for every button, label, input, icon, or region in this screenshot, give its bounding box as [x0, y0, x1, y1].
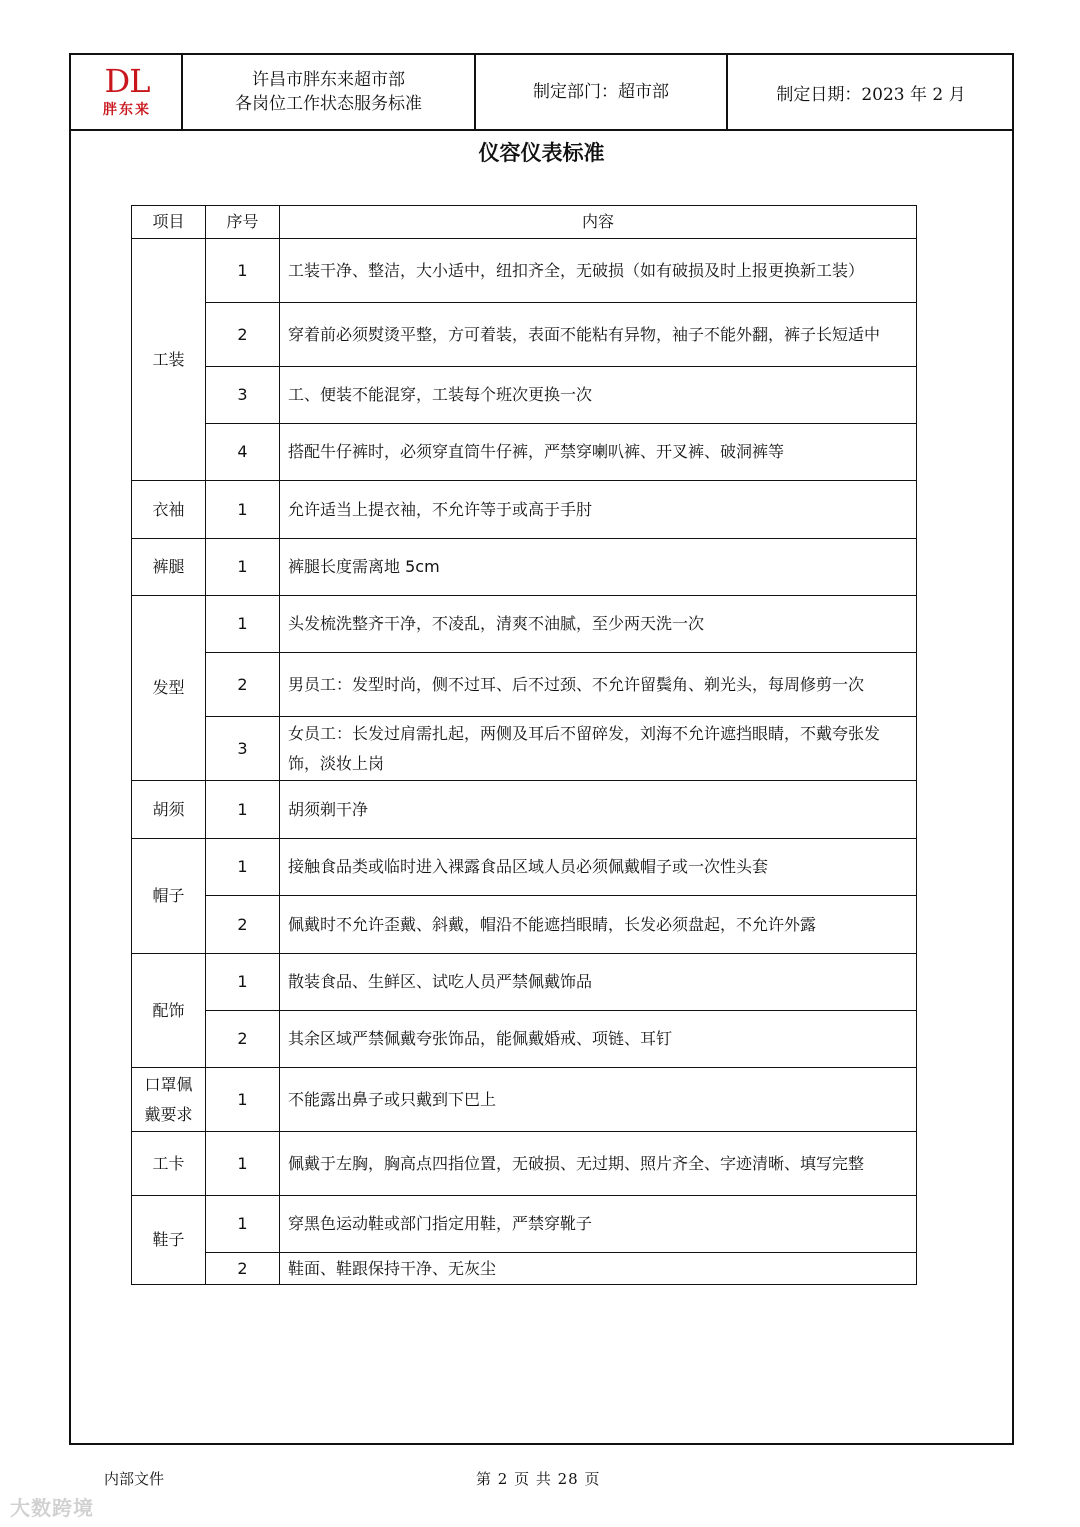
- doc-title: 各岗位工作状态服务标准: [235, 94, 422, 114]
- table-row: [132, 896, 917, 954]
- content-cell: 工装干净、整洁，大小适中，纽扣齐全，无破损（如有破损及时上报更换新工装）: [280, 239, 917, 303]
- col-header-item: 项目: [132, 206, 206, 239]
- content-cell: 裤腿长度需离地 5cm: [280, 539, 917, 596]
- header-dept: [474, 55, 726, 129]
- index-cell: 2: [206, 896, 280, 954]
- content-cell: 散装食品、生鲜区、试吃人员严禁佩戴饰品: [280, 954, 917, 1011]
- header-title: [181, 55, 474, 129]
- content-cell: 头发梳洗整齐干净，不凌乱，清爽不油腻，至少两天洗一次: [280, 596, 917, 653]
- index-cell: 3: [206, 717, 280, 781]
- table-row: [132, 239, 917, 303]
- table-row: [132, 1132, 917, 1196]
- table-row: [132, 424, 917, 481]
- table-row: [132, 481, 917, 539]
- logo-text: 胖东来: [103, 102, 151, 118]
- category-cell: 配饰: [132, 954, 206, 1068]
- index-cell: 2: [206, 1011, 280, 1068]
- category-cell: 鞋子: [132, 1196, 206, 1285]
- content-cell: 工、便装不能混穿，工装每个班次更换一次: [280, 367, 917, 424]
- col-header-index: 序号: [206, 206, 280, 239]
- table-row: [132, 367, 917, 424]
- table-row: [132, 653, 917, 717]
- category-cell: 裤腿: [132, 539, 206, 596]
- logo-mark: DL: [104, 62, 150, 100]
- index-cell: 1: [206, 1196, 280, 1253]
- table-row: [132, 1196, 917, 1253]
- standards-table: [131, 205, 917, 1285]
- table-row: [132, 1253, 917, 1285]
- table-row: [132, 954, 917, 1011]
- index-cell: 1: [206, 1068, 280, 1132]
- content-cell: 穿着前必须熨烫平整，方可着装，表面不能粘有异物，袖子不能外翻，裤子长短适中: [280, 303, 917, 367]
- table-row: [132, 717, 917, 781]
- index-cell: 1: [206, 239, 280, 303]
- category-cell: 工装: [132, 239, 206, 481]
- page-number: 第 2 页 共 28 页: [476, 1470, 601, 1488]
- category-cell: 口罩佩戴要求: [132, 1068, 206, 1132]
- table-row: [132, 839, 917, 896]
- index-cell: 1: [206, 839, 280, 896]
- category-cell: 发型: [132, 596, 206, 781]
- content-cell: 佩戴时不允许歪戴、斜戴，帽沿不能遮挡眼睛，长发必须盘起，不允许外露: [280, 896, 917, 954]
- header-date: [726, 55, 1014, 129]
- index-cell: 1: [206, 596, 280, 653]
- content-cell: 女员工：长发过肩需扎起，两侧及耳后不留碎发，刘海不允许遮挡眼睛，不戴夸张发饰，淡妆上岗: [280, 717, 917, 781]
- index-cell: 1: [206, 954, 280, 1011]
- index-cell: 2: [206, 653, 280, 717]
- content-cell: 不能露出鼻子或只戴到下巴上: [280, 1068, 917, 1132]
- content-cell: 穿黑色运动鞋或部门指定用鞋，严禁穿靴子: [280, 1196, 917, 1253]
- table-row: [132, 539, 917, 596]
- document-frame: [69, 53, 1014, 1445]
- table-row: [132, 1011, 917, 1068]
- content-cell: 佩戴于左胸，胸高点四指位置，无破损、无过期、照片齐全、字迹清晰、填写完整: [280, 1132, 917, 1196]
- index-cell: 2: [206, 1253, 280, 1285]
- company-logo: [71, 55, 183, 129]
- content-cell: 允许适当上提衣袖，不允许等于或高于手肘: [280, 481, 917, 539]
- category-cell: 衣袖: [132, 481, 206, 539]
- col-header-content: 内容: [280, 206, 917, 239]
- dept-label: 制定部门：超市部: [533, 81, 669, 102]
- index-cell: 1: [206, 481, 280, 539]
- index-cell: 4: [206, 424, 280, 481]
- watermark: 大数跨境: [10, 1496, 94, 1520]
- category-cell: 工卡: [132, 1132, 206, 1196]
- table-row: [132, 596, 917, 653]
- index-cell: 1: [206, 539, 280, 596]
- index-cell: 2: [206, 303, 280, 367]
- company-name: 许昌市胖东来超市部: [252, 70, 405, 90]
- content-cell: 男员工：发型时尚，侧不过耳、后不过颈、不允许留鬓角、剃光头，每周修剪一次: [280, 653, 917, 717]
- table-row: [132, 1068, 917, 1132]
- table-header-row: [132, 206, 917, 239]
- index-cell: 3: [206, 367, 280, 424]
- footer-internal-label: 内部文件: [104, 1470, 165, 1488]
- document-header: [71, 55, 1012, 131]
- content-cell: 搭配牛仔裤时，必须穿直筒牛仔裤，严禁穿喇叭裤、开叉裤、破洞裤等: [280, 424, 917, 481]
- content-cell: 接触食品类或临时进入裸露食品区域人员必须佩戴帽子或一次性头套: [280, 839, 917, 896]
- content-cell: 胡须剃干净: [280, 781, 917, 839]
- table-row: [132, 303, 917, 367]
- table-row: [132, 781, 917, 839]
- content-cell: 鞋面、鞋跟保持干净、无灰尘: [280, 1253, 917, 1285]
- content-cell: 其余区域严禁佩戴夸张饰品，能佩戴婚戒、项链、耳钉: [280, 1011, 917, 1068]
- index-cell: 1: [206, 781, 280, 839]
- category-cell: 胡须: [132, 781, 206, 839]
- index-cell: 1: [206, 1132, 280, 1196]
- date-label: 制定日期：2023 年 2 月: [776, 84, 966, 105]
- page-title: 仪容仪表标准: [478, 141, 605, 165]
- category-cell: 帽子: [132, 839, 206, 954]
